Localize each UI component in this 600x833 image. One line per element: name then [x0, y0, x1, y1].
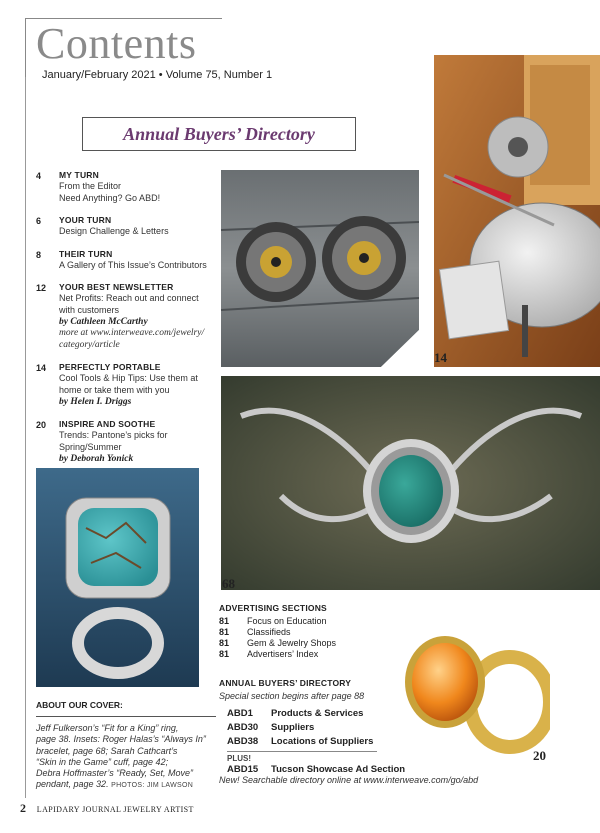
page-footer	[20, 801, 194, 816]
toc-heading: INSPIRE AND SOOTHE	[59, 419, 156, 429]
toc-line: Design Challenge & Letters	[59, 226, 169, 236]
toc-page: 4	[36, 171, 42, 181]
toc-entry[interactable]	[36, 362, 216, 408]
abd-title: Tucson Showcase Ad Section	[271, 764, 406, 775]
bracelet-photo	[221, 376, 600, 590]
abd-code: ABD1	[227, 708, 253, 719]
directory-banner-text: Annual Buyers’ Directory	[123, 124, 315, 144]
cover-line: Debra Hoffmaster’s “Ready, Set, Move”	[36, 768, 194, 779]
toc-entry[interactable]	[36, 282, 216, 351]
toc-link[interactable]: more at www.interweave.com/jewelry/	[59, 328, 205, 338]
advertising-item[interactable]	[219, 616, 419, 627]
cover-line: bracelet, page 68; Sarah Cathcart’s	[36, 745, 178, 756]
footer-page-number: 2	[20, 801, 26, 815]
advertising-page: 81	[219, 627, 230, 637]
toc-author: by Deborah Yonick	[59, 454, 134, 464]
toc-page: 14	[36, 363, 47, 373]
toc-heading: YOUR TURN	[59, 215, 112, 225]
photo-page-number: 68	[222, 576, 235, 591]
gold-ring-photo	[400, 612, 550, 762]
toc-line: A Gallery of This Issue’s Contributors	[59, 259, 207, 270]
advertising-page: 81	[219, 638, 230, 648]
page-title: Contents	[36, 19, 197, 68]
toc-page: 8	[36, 249, 42, 260]
issue-line: January/February 2021 • Volume 75, Number 1	[42, 69, 273, 81]
toc-page: 6	[36, 216, 42, 226]
directory-banner[interactable]	[82, 117, 356, 151]
advertising-item[interactable]	[219, 638, 419, 649]
cover-ring-photo	[36, 468, 199, 687]
cover-divider	[36, 716, 216, 717]
advertising-title: Focus on Education	[247, 616, 327, 626]
abd-item[interactable]	[227, 707, 419, 721]
cover-last-line	[36, 779, 216, 791]
abd-online-link[interactable]: New! Searchable directory online at www.interweave.com/go/abd	[219, 775, 479, 785]
photo-credit: PHOTOS: JIM LAWSON	[111, 782, 194, 790]
toc-line: From the Editor	[59, 181, 122, 191]
photo-page-number: 14	[434, 350, 447, 365]
abd-heading: ANNUAL BUYERS’ DIRECTORY	[219, 678, 352, 688]
earrings-photo	[221, 170, 419, 367]
advertising-page: 81	[219, 616, 230, 626]
cover-line: “Skin in the Game” cuff, page 42;	[36, 756, 169, 767]
toc-heading: THEIR TURN	[59, 248, 113, 259]
abd-code: ABD15	[227, 764, 259, 775]
abd-section	[219, 678, 419, 777]
photo-page-number: 20	[533, 748, 546, 763]
toc-list	[36, 170, 216, 476]
toc-heading: PERFECTLY PORTABLE	[59, 362, 161, 372]
toc-line: Net Profits: Reach out and connect	[59, 293, 199, 303]
left-rule	[25, 18, 26, 798]
advertising-item[interactable]	[219, 627, 419, 638]
toc-author: by Helen I. Driggs	[59, 397, 132, 407]
toc-entry[interactable]	[36, 419, 216, 465]
abd-item[interactable]	[227, 735, 419, 749]
abd-title: Locations of Suppliers	[271, 736, 374, 747]
advertising-title: Gem & Jewelry Shops	[247, 638, 337, 648]
tools-photo	[434, 55, 600, 367]
cover-line: Jeff Fulkerson’s “Fit for a King” ring,	[36, 723, 179, 733]
advertising-sections	[219, 603, 419, 660]
footer-magazine-name: LAPIDARY JOURNAL JEWELRY ARTIST	[36, 805, 194, 814]
abd-code: ABD38	[227, 736, 259, 747]
abd-plus-label: PLUS!	[227, 751, 377, 763]
toc-entry[interactable]	[36, 170, 216, 204]
toc-line: Trends: Pantone’s picks for	[59, 430, 168, 440]
abd-title: Suppliers	[271, 722, 315, 733]
abd-subtitle: Special section begins after page 88	[219, 691, 365, 701]
abd-title: Products & Services	[271, 708, 364, 719]
abd-code: ABD30	[227, 722, 259, 733]
toc-line: Cool Tools & Hip Tips: Use them at	[59, 373, 198, 383]
advertising-title: Advertisers’ Index	[247, 649, 319, 659]
advertising-title: Classifieds	[247, 627, 291, 637]
toc-link[interactable]: category/article	[59, 339, 120, 350]
toc-line: Spring/Summer	[59, 441, 122, 452]
cover-line: pendant, page 32.	[36, 779, 109, 790]
toc-entry[interactable]	[36, 215, 216, 238]
toc-heading: YOUR BEST NEWSLETTER	[59, 282, 174, 292]
abd-item[interactable]	[227, 721, 419, 735]
toc-line: home or take them with you	[59, 384, 170, 395]
advertising-page: 81	[219, 649, 230, 659]
toc-page: 12	[36, 283, 47, 293]
advertising-heading: ADVERTISING SECTIONS	[219, 603, 327, 613]
advertising-item[interactable]	[219, 649, 419, 660]
cover-heading: ABOUT OUR COVER:	[36, 700, 123, 710]
toc-entry[interactable]	[36, 249, 216, 272]
toc-page: 20	[36, 420, 47, 430]
toc-heading: MY TURN	[59, 170, 99, 180]
toc-line: Need Anything? Go ABD!	[59, 192, 161, 203]
toc-author: by Cathleen McCarthy	[59, 317, 148, 327]
toc-line: with customers	[59, 304, 120, 315]
cover-line: page 38. Insets: Roger Halas’s “Always In”	[36, 734, 206, 745]
about-cover	[36, 700, 216, 792]
